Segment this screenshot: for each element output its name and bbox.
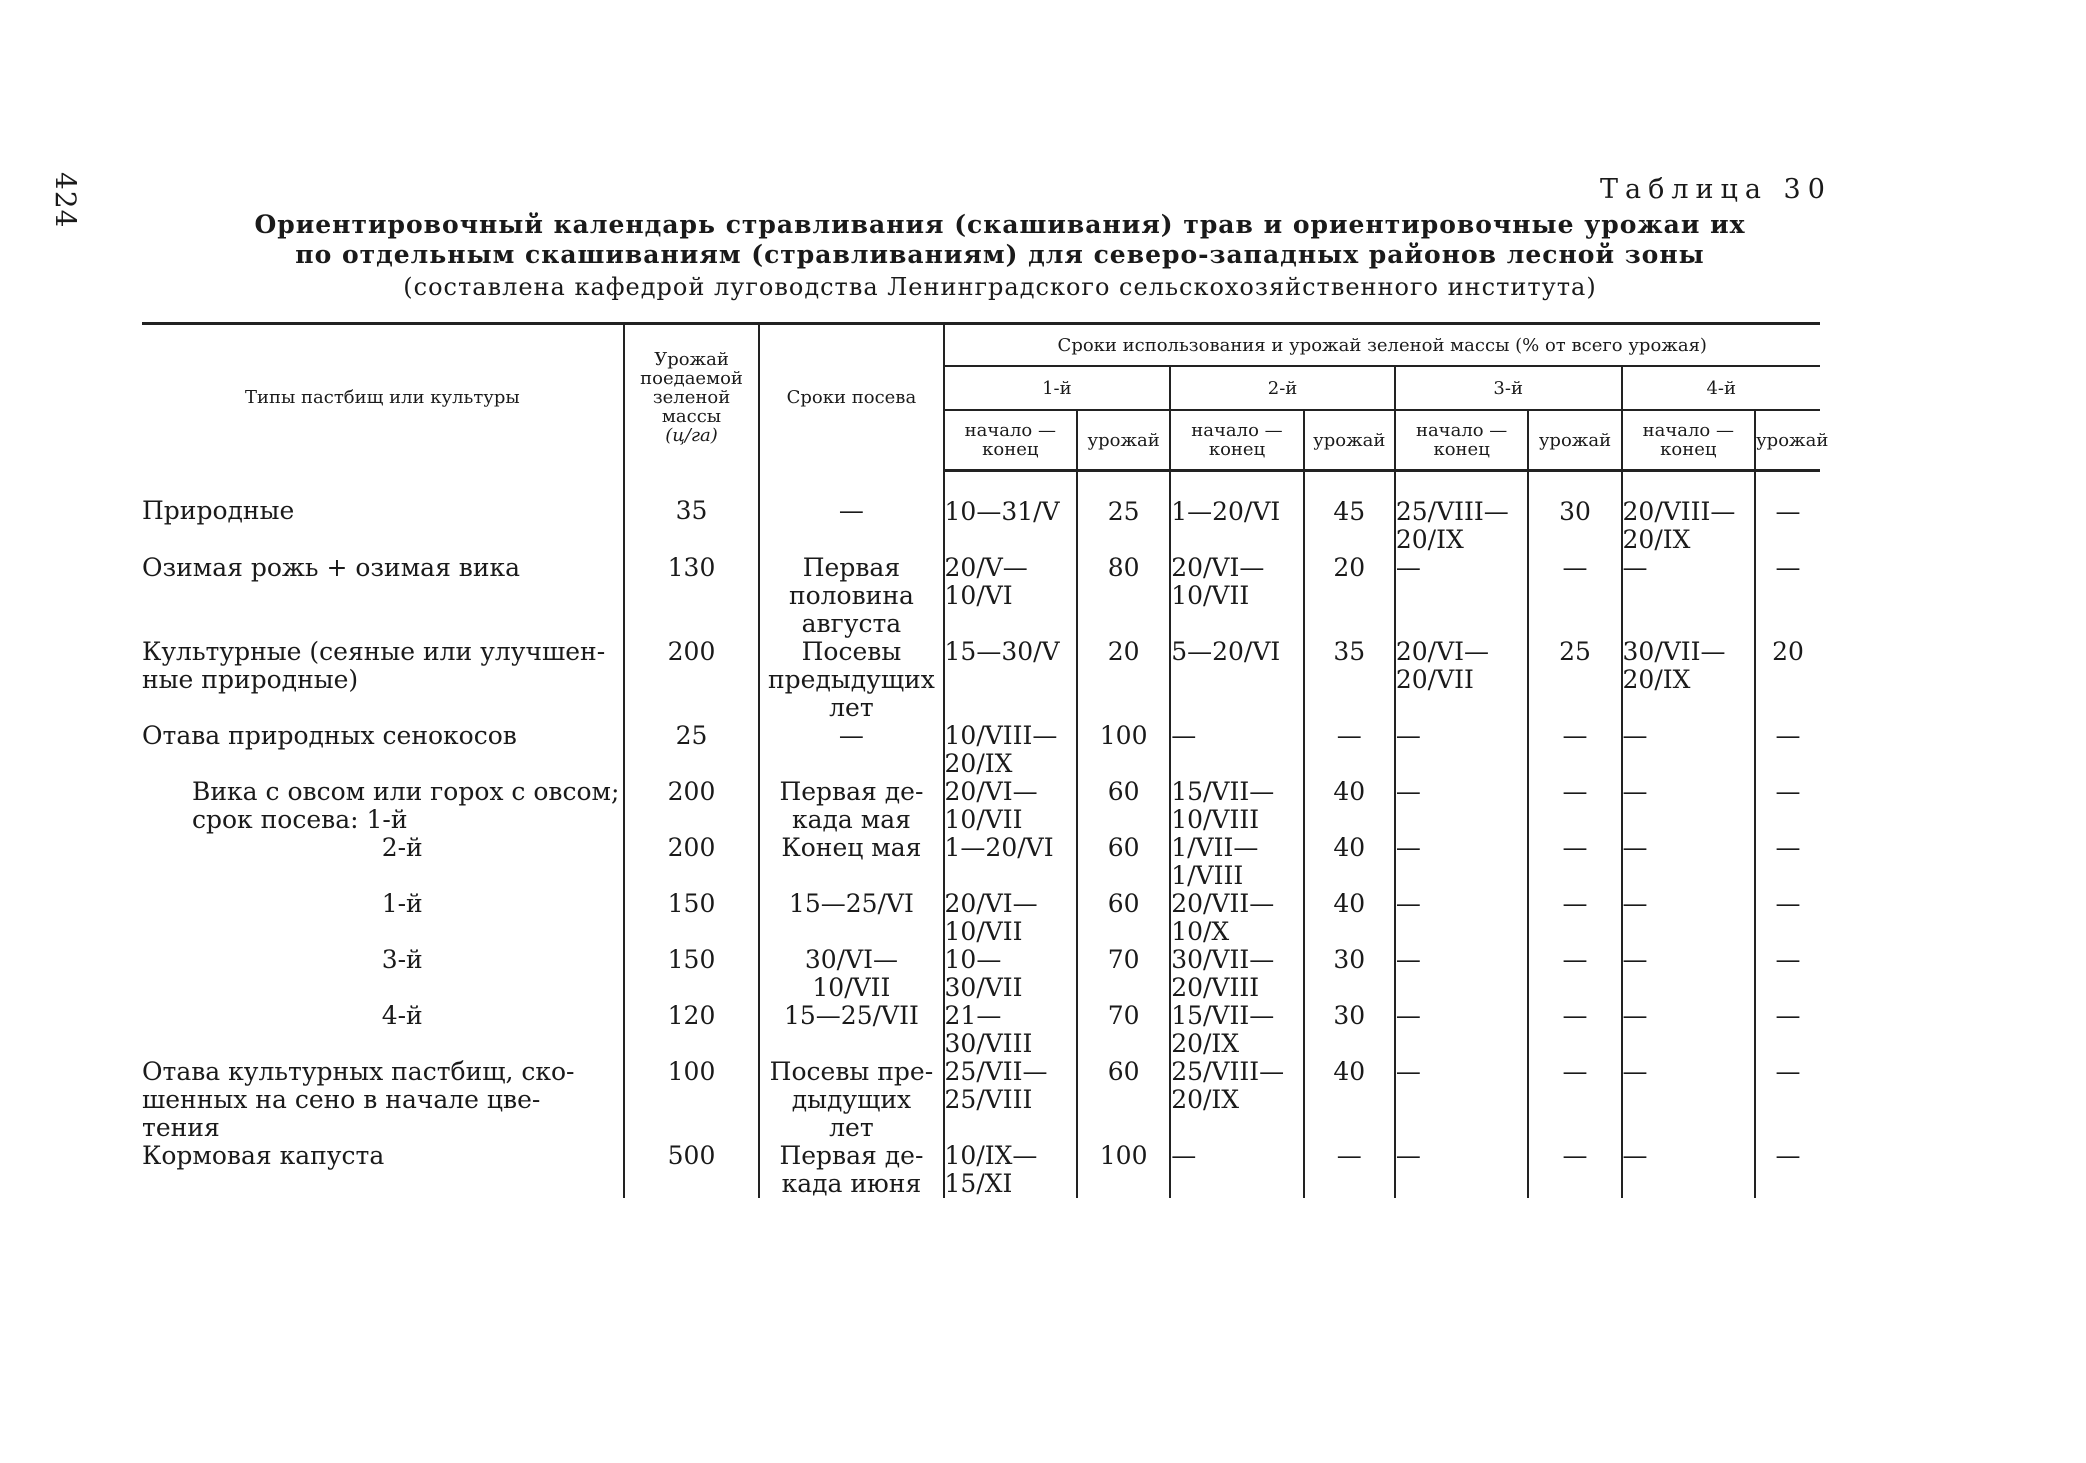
table-row [142,1058,1820,1142]
table-row [142,778,1820,834]
table-body [142,471,1820,1199]
cell-p4: — [1622,890,1756,946]
table-row [142,722,1820,778]
cell-h4: — [1775,1141,1801,1170]
cell-sowing: 30/VI— 10/VII [759,946,943,1002]
table-row [142,834,1820,890]
cell-p2: — [1170,1142,1304,1198]
cell-yield: 130 [624,554,760,638]
header-cut-1: 1-й [944,366,1171,410]
cell-p2: 20/VI— 10/VII [1170,554,1304,638]
cell-p3: — [1395,834,1529,890]
header-start-end-1: начало — конец [944,410,1078,471]
cell-p2: 1/VII— 1/VIII [1170,834,1304,890]
cell-sowing: — [759,471,943,555]
cell-p3: — [1395,1142,1529,1198]
cell-p1: 20/V— 10/VI [944,554,1078,638]
cell-type: 1-й [142,890,624,946]
cell-p4: — [1622,834,1756,890]
cell-type: 2-й [142,834,624,890]
cell-p2: — [1170,722,1304,778]
cell-yield: 200 [624,638,760,722]
header-harvest-2: урожай [1304,410,1395,471]
cell-h3: — [1528,722,1621,778]
cell-type: 3-й [142,946,624,1002]
table-row [142,471,1820,555]
cell-p4: — [1622,1142,1756,1198]
header-harvest-1: урожай [1077,410,1170,471]
cell-type: 4-й [142,1002,624,1058]
header-harvest-3: урожай [1528,410,1621,471]
cell-type: Культурные (сеяные или улучшен- ные природные) [142,638,624,722]
cell-h2: 45 [1304,471,1395,555]
cell-h3: — [1528,1142,1621,1198]
cell-p2: 15/VII— 10/VIII [1170,778,1304,834]
cell-h3: — [1528,946,1621,1002]
cell-p4: — [1622,1058,1756,1142]
table-row [142,554,1820,638]
cell-h4: — [1775,553,1801,582]
header-start-end-3: начало — конец [1395,410,1529,471]
cell-p3: — [1395,1002,1529,1058]
cell-yield: 200 [624,834,760,890]
cell-h4: — [1775,889,1801,918]
cell-yield: 150 [624,890,760,946]
cell-type: Кормовая капуста [142,1142,624,1198]
cell-h2: 40 [1304,890,1395,946]
cell-h1: 100 [1077,1142,1170,1198]
cell-p1: 20/VI— 10/VII [944,890,1078,946]
header-sowing: Сроки посева [759,324,943,471]
table-row [142,1142,1820,1198]
cell-h1: 60 [1077,834,1170,890]
cell-type: Природные [142,471,624,555]
cell-sowing: 15—25/VII [759,1002,943,1058]
cell-p4: — [1622,1002,1756,1058]
cell-p1: 10—31/V [944,471,1078,555]
cell-h1: 60 [1077,1058,1170,1142]
cell-p3: 25/VIII— 20/IX [1395,471,1529,555]
cell-p1: 25/VII— 25/VIII [944,1058,1078,1142]
cell-p1: 10— 30/VII [944,946,1078,1002]
table-row [142,1002,1820,1058]
cell-p3: — [1395,890,1529,946]
cell-h1: 20 [1077,638,1170,722]
cell-yield: 35 [624,471,760,555]
cell-h1: 60 [1077,778,1170,834]
cell-h4: — [1775,1057,1801,1086]
header-harvest-4: урожай [1755,410,1820,471]
cell-h2: 20 [1304,554,1395,638]
cell-h1: 70 [1077,946,1170,1002]
cell-yield: 500 [624,1142,760,1198]
cell-p1: 20/VI— 10/VII [944,778,1078,834]
cell-p3: — [1395,778,1529,834]
cell-p3: 20/VI— 20/VII [1395,638,1529,722]
cell-yield: 200 [624,778,760,834]
cell-h3: 30 [1528,471,1621,555]
cell-sowing: Первая де- када мая [759,778,943,834]
title-line-1: Ориентировочный календарь стравливания (скашивания) трав и ориентировочные урожаи их [254,210,1746,239]
header-start-end-4: начало — конец [1622,410,1756,471]
cell-p3: — [1395,1058,1529,1142]
cell-yield: 120 [624,1002,760,1058]
cell-type: Отава природных сенокосов [142,722,624,778]
cell-h1: 25 [1077,471,1170,555]
cell-h2: 40 [1304,834,1395,890]
table-subtitle: (составлена кафедрой луговодства Ленинградского сельскохозяйственного института) [403,273,1597,301]
cell-h3: — [1528,554,1621,638]
cell-h4: — [1775,1001,1801,1030]
cell-p3: — [1395,722,1529,778]
cell-p1: 10/VIII— 20/IX [944,722,1078,778]
header-cut-4: 4-й [1622,366,1820,410]
cell-p4: — [1622,778,1756,834]
table-row [142,946,1820,1002]
cell-p4: 30/VII— 20/IX [1622,638,1756,722]
cell-sowing: 15—25/VI [759,890,943,946]
cell-p1: 1—20/VI [944,834,1078,890]
cell-h4: — [1775,497,1801,526]
grazing-calendar-table [142,322,1829,1198]
header-cut-3: 3-й [1395,366,1622,410]
cell-p4: — [1622,554,1756,638]
cell-p4: — [1622,722,1756,778]
cell-p2: 1—20/VI [1170,471,1304,555]
cell-h2: 35 [1304,638,1395,722]
cell-p4: 20/VIII— 20/IX [1622,471,1756,555]
cell-type: Озимая рожь + озимая вика [142,554,624,638]
table-row [142,638,1820,722]
cell-sowing: Первая половина августа [759,554,943,638]
header-type: Типы пастбищ или культуры [142,324,624,471]
cell-yield: 100 [624,1058,760,1142]
cell-sowing: Первая де- када июня [759,1142,943,1198]
cell-sowing: Конец мая [759,834,943,890]
cell-h3: — [1528,890,1621,946]
cell-type: Вика с овсом или горох с овсом; срок посева: 1-й [142,778,624,834]
cell-type: Отава культурных пастбищ, ско- шенных на сено в начале цве- тения [142,1058,624,1142]
cell-h1: 70 [1077,1002,1170,1058]
cell-h2: — [1304,1142,1395,1198]
cell-sowing: Посевы пре- дыдущих лет [759,1058,943,1142]
cell-p2: 20/VII— 10/X [1170,890,1304,946]
page-number: 424 [49,172,82,229]
cell-p2: 25/VIII— 20/IX [1170,1058,1304,1142]
title-line-2: по отдельным скашиваниям (стравливаниям) для северо-западных районов лесной зоны [295,240,1705,269]
cell-h3: — [1528,834,1621,890]
table-title [230,210,1770,270]
header-yield: Урожай поедаемой зеленой массы (ц/га) [624,324,760,471]
cell-sowing: — [759,722,943,778]
cell-h3: — [1528,1058,1621,1142]
cell-h2: — [1304,722,1395,778]
cell-p1: 10/IX— 15/XI [944,1142,1078,1198]
cell-h2: 30 [1304,946,1395,1002]
cell-sowing: Посевы предыдущих лет [759,638,943,722]
cell-h2: 40 [1304,1058,1395,1142]
cell-h2: 40 [1304,778,1395,834]
cell-p3: — [1395,946,1529,1002]
cell-h3: 25 [1528,638,1621,722]
cell-h3: — [1528,778,1621,834]
cell-h3: — [1528,1002,1621,1058]
cell-p1: 21— 30/VIII [944,1002,1078,1058]
header-cut-2: 2-й [1170,366,1395,410]
cell-h1: 80 [1077,554,1170,638]
cell-p2: 30/VII— 20/VIII [1170,946,1304,1002]
table-row [142,890,1820,946]
cell-h4: — [1775,777,1801,806]
header-usage-period: Сроки использования и урожай зеленой массы (% от всего урожая) [944,324,1820,367]
cell-h1: 60 [1077,890,1170,946]
header-start-end-2: начало — конец [1170,410,1304,471]
cell-h4: 20 [1772,637,1804,666]
cell-h4: — [1775,945,1801,974]
cell-p4: — [1622,946,1756,1002]
cell-h2: 30 [1304,1002,1395,1058]
cell-p3: — [1395,554,1529,638]
cell-h4: — [1775,833,1801,862]
cell-p1: 15—30/V [944,638,1078,722]
cell-h1: 100 [1077,722,1170,778]
cell-h4: — [1775,721,1801,750]
cell-yield: 25 [624,722,760,778]
cell-p2: 15/VII— 20/IX [1170,1002,1304,1058]
cell-p2: 5—20/VI [1170,638,1304,722]
cell-yield: 150 [624,946,760,1002]
table-label: Таблица 30 [1600,174,1832,205]
